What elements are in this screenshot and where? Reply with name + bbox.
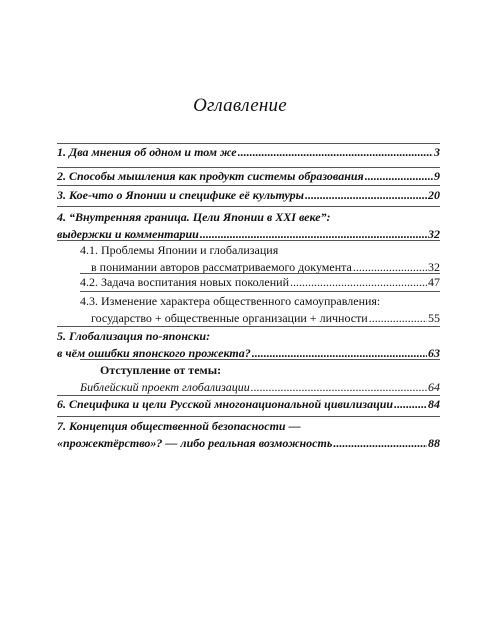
page-number: 63: [428, 346, 440, 360]
page-number: 55: [428, 311, 440, 325]
divider: [80, 359, 440, 360]
page-number: 32: [428, 227, 440, 241]
toc-title: Оглавление: [193, 95, 287, 116]
divider: [57, 240, 440, 241]
divider: [57, 206, 440, 207]
page-number: 20: [428, 188, 440, 202]
page-number: 64: [428, 380, 440, 394]
toc-entry-text: 6. Специфика и цели Русской многонациональной цивилизации: [57, 397, 394, 411]
leader-dots: [251, 380, 427, 394]
toc-entry-5[interactable]: [57, 329, 440, 360]
toc-entry-3[interactable]: [57, 188, 440, 202]
page-number: 84: [428, 397, 440, 411]
page-number: 3: [434, 145, 440, 159]
toc-entry-text: 4. “Внутренняя граница. Цели Японии в XXI веке”:: [57, 210, 331, 224]
page-number: 9: [434, 169, 440, 183]
toc-entry-7[interactable]: [57, 419, 440, 450]
leader-dots: [394, 397, 427, 411]
digression-heading: Отступление от темы:: [100, 363, 222, 377]
toc-entry-text: 3. Кое-что о Японии и специфике её культуры: [57, 188, 305, 202]
toc-entry-text: 4.2. Задача воспитания новых поколений: [80, 275, 289, 289]
divider: [57, 416, 440, 417]
toc-entry-text: в понимании авторов рассматриваемого документа: [91, 260, 352, 274]
toc-entry-4-1[interactable]: [80, 243, 440, 274]
page-number: 88: [428, 436, 440, 450]
divider: [57, 143, 440, 144]
leader-dots: [238, 145, 433, 159]
toc-entry-text: 2. Способы мышления как продукт системы образования: [57, 169, 364, 183]
toc-entry-text: 4.1. Проблемы Японии и глобализация: [80, 243, 279, 257]
page-number: 32: [428, 260, 440, 274]
toc-entry-text: 5. Глобализация по-японски:: [57, 329, 211, 343]
toc-entry-1[interactable]: [57, 145, 440, 159]
leader-dots: [252, 346, 427, 360]
leader-dots: [369, 311, 427, 325]
leader-dots: [305, 188, 427, 202]
toc-entry-4-2[interactable]: [80, 275, 440, 289]
leader-dots: [365, 169, 433, 183]
toc-entry-2[interactable]: [57, 169, 440, 183]
leader-dots: [200, 227, 427, 241]
divider: [57, 326, 440, 327]
leader-dots: [333, 436, 427, 450]
divider: [57, 167, 440, 168]
divider: [80, 291, 440, 292]
leader-dots: [353, 260, 427, 274]
page-number: 47: [428, 275, 440, 289]
divider: [57, 395, 440, 396]
toc-digression[interactable]: [80, 363, 440, 394]
toc-entry-text: Библейский проект глобализации: [80, 380, 250, 394]
toc-entry-6[interactable]: [57, 397, 440, 411]
toc-entry-text: 4.3. Изменение характера общественного самоуправления:: [80, 294, 381, 308]
toc-entry-text: выдержки и комментарии: [57, 227, 199, 241]
toc-entry-text: «прожектёрство»? — либо реальная возможность: [57, 436, 333, 450]
toc-entry-text: в чём ошибки японского прожекта?: [57, 346, 251, 360]
leader-dots: [290, 275, 427, 289]
toc-entry-text: 1. Два мнения об одном и том же: [57, 145, 237, 159]
toc-entry-text: 7. Концепция общественной безопасности —: [57, 419, 301, 433]
toc-entry-4-3[interactable]: [80, 294, 440, 325]
divider: [80, 273, 440, 274]
divider: [57, 185, 440, 186]
toc-entry-4[interactable]: [57, 210, 440, 241]
toc-entry-text: государство + общественные организации + личности: [91, 311, 368, 325]
